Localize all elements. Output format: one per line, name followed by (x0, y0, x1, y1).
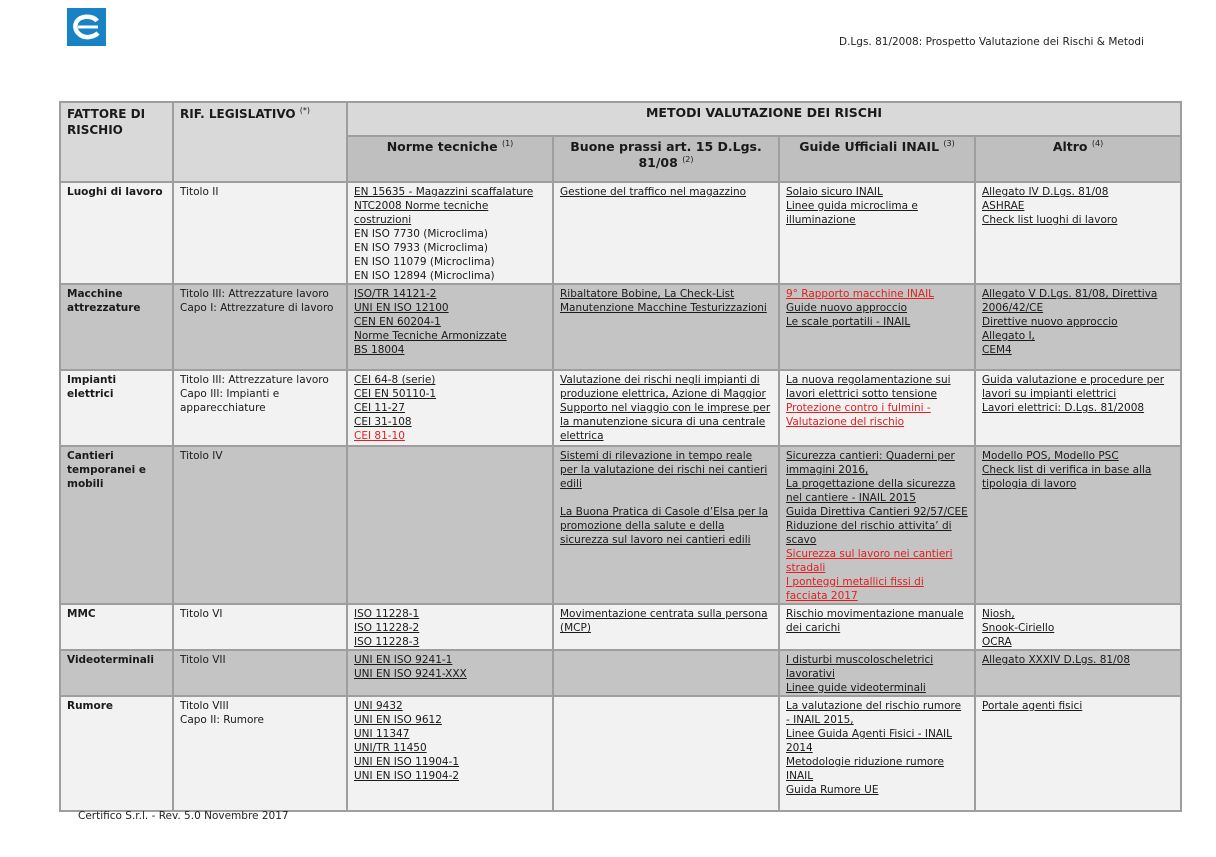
legislation-cell (173, 650, 347, 696)
risk-factor-cell: Impianti elettrici (60, 370, 173, 446)
reference-link[interactable]: I disturbi muscoloscheletrici lavorativi (786, 654, 934, 680)
reference-link[interactable]: Lavori elettrici: D.Lgs. 81/2008 (982, 402, 1145, 414)
reference-link[interactable]: UNI/TR 11450 (354, 742, 427, 754)
norme-cell (347, 696, 553, 811)
reference-link[interactable]: Linee Guida Agenti Fisici - INAIL 2014 (786, 728, 952, 754)
reference-link[interactable]: Snook-Ciriello (982, 622, 1055, 634)
reference-link[interactable]: Allegato XXXIV D.Lgs. 81/08 (982, 654, 1130, 666)
reference-link[interactable]: Metodologie riduzione rumore INAIL (786, 756, 944, 782)
reference-link[interactable]: Protezione contro i fulmini - Valutazione del rischio (786, 402, 931, 428)
reference-link[interactable]: CEI 64-8 (serie) (354, 374, 436, 386)
buone-cell (553, 446, 779, 604)
reference-link[interactable]: I ponteggi metallici fissi di facciata 2017 (786, 576, 924, 602)
header-factor: FATTORE DI RISCHIO (60, 102, 173, 182)
reference-link[interactable]: Rischio movimentazione manuale dei carichi (786, 608, 964, 634)
legislation-cell (173, 604, 347, 650)
guide-cell (779, 284, 975, 370)
reference-link[interactable]: La Buona Pratica di Casole d’Elsa per la promozione della salute e della sicurezza sul lavoro nei cantieri edili (560, 506, 769, 546)
risk-factor-cell: Luoghi di lavoro (60, 182, 173, 284)
risk-methods-table (59, 101, 1182, 812)
norme-cell (347, 370, 553, 446)
legislation-text: Capo III: Impianti e apparecchiature (180, 388, 280, 414)
altro-cell (975, 284, 1181, 370)
buone-cell (553, 182, 779, 284)
reference-link[interactable]: ISO 11228-3 (354, 636, 420, 648)
table-row-mmc (60, 604, 1181, 650)
altro-cell (975, 446, 1181, 604)
reference-link[interactable]: Sicurezza cantieri: Quaderni per immagini 2016, (786, 450, 955, 476)
legislation-cell (173, 370, 347, 446)
legislation-cell (173, 446, 347, 604)
reference-link[interactable]: CEI 81-10 (354, 430, 405, 442)
header-legislation: RIF. LEGISLATIVO (*) (173, 102, 347, 182)
reference-link[interactable]: UNI 11347 (354, 728, 410, 740)
legislation-text: Capo I: Attrezzature di lavoro (180, 302, 334, 314)
norme-cell (347, 284, 553, 370)
reference-link[interactable]: Guida Direttiva Cantieri 92/57/CEE (786, 506, 968, 518)
altro-cell (975, 182, 1181, 284)
legislation-text: Titolo IV (180, 450, 223, 462)
header-good-practices: Buone prassi art. 15 D.Lgs. 81/08 $^{(2)}$ (553, 136, 779, 182)
reference-link[interactable]: Movimentazione centrata sulla persona (MCP) (560, 608, 768, 634)
reference-link[interactable]: CEN EN 60204-1 (354, 316, 441, 328)
reference-link[interactable]: Le scale portatili - INAIL (786, 316, 911, 328)
guide-cell (779, 650, 975, 696)
guide-cell (779, 446, 975, 604)
guide-cell (779, 370, 975, 446)
reference-link[interactable]: CEM4 (982, 344, 1012, 356)
reference-link[interactable]: NTC2008 Norme tecniche costruzioni (354, 200, 489, 226)
norme-cell (347, 446, 553, 604)
footer-revision: Certifico S.r.l. - Rev. 5.0 Novembre 2017 (78, 810, 289, 822)
legislation-text: Titolo III: Attrezzature lavoro (180, 288, 329, 300)
reference-link[interactable]: Valutazione dei rischi negli impianti di produzione elettrica, Azione di Maggior Supporto nel viaggio con le imprese per la manutenzione sicura di una centrale elettrica (560, 374, 771, 442)
reference-link[interactable]: Allegato IV D.Lgs. 81/08 (982, 186, 1109, 198)
reference-link[interactable]: Linee guida microclima e illuminazione (786, 200, 918, 226)
reference-link[interactable]: Sicurezza sul lavoro nei cantieri stradali (786, 548, 953, 574)
norme-cell (347, 650, 553, 696)
reference-link[interactable]: Check list luoghi di lavoro (982, 214, 1118, 226)
legislation-text: Titolo VIII (180, 700, 229, 712)
reference-link[interactable]: Niosh, (982, 608, 1015, 620)
buone-cell (553, 370, 779, 446)
reference-link[interactable]: UNI EN ISO 9241-1 (354, 654, 453, 666)
legislation-text: Titolo VII (180, 654, 226, 666)
reference-link[interactable]: 9° Rapporto macchine INAIL (786, 288, 935, 300)
reference-link[interactable]: Sistemi di rilevazione in tempo reale per la valutazione dei rischi nei cantieri edili (560, 450, 768, 490)
reference-link[interactable]: ISO/TR 14121-2 (354, 288, 437, 300)
reference-link[interactable]: Guida valutazione e procedure per lavori su impianti elettrici (982, 374, 1165, 400)
legislation-cell (173, 284, 347, 370)
risk-factor-cell: Macchine attrezzature (60, 284, 173, 370)
legislation-text: Titolo VI (180, 608, 223, 620)
buone-cell (553, 696, 779, 811)
reference-link[interactable]: UNI EN ISO 12100 (354, 302, 449, 314)
certifico-logo (67, 8, 106, 46)
reference-link[interactable]: Norme Tecniche Armonizzate (354, 330, 507, 342)
norme-cell (347, 182, 553, 284)
guide-cell (779, 604, 975, 650)
table-row-rumore (60, 696, 1181, 811)
table-row-luoghi-di-lavoro (60, 182, 1181, 284)
reference-link[interactable]: Ribaltatore Bobine, La Check-List (560, 288, 735, 300)
reference-link[interactable]: Check list di verifica in base alla tipologia di lavoro (982, 464, 1152, 490)
reference-link[interactable]: UNI EN ISO 9241-XXX (354, 668, 467, 680)
header-other: Altro $^{(4)}$ (975, 136, 1181, 182)
reference-link[interactable]: Manutenzione Macchine Testurizzazioni (560, 302, 767, 314)
table-row-macchine-attrezzature (60, 284, 1181, 370)
altro-cell (975, 650, 1181, 696)
reference-link[interactable]: Solaio sicuro INAIL (786, 186, 883, 198)
reference-link[interactable]: CEI 11-27 (354, 402, 405, 414)
buone-cell (553, 284, 779, 370)
table-row-videoterminali (60, 650, 1181, 696)
risk-factor-cell: Rumore (60, 696, 173, 811)
buone-cell (553, 604, 779, 650)
reference-text: EN ISO 7730 (Microclima) (354, 228, 488, 240)
spacer (560, 491, 772, 505)
reference-link[interactable]: La nuova regolamentazione sui lavori elettrici sotto tensione (786, 374, 951, 400)
reference-link[interactable]: UNI EN ISO 11904-2 (354, 770, 460, 782)
buone-cell (553, 650, 779, 696)
reference-link[interactable]: Gestione del traffico nel magazzino (560, 186, 747, 198)
reference-link[interactable]: ISO 11228-2 (354, 622, 420, 634)
reference-link[interactable]: Portale agenti fisici (982, 700, 1083, 712)
guide-cell (779, 182, 975, 284)
reference-link[interactable]: CEI EN 50110-1 (354, 388, 437, 400)
table-row-impianti-elettrici (60, 370, 1181, 446)
reference-link[interactable]: Modello POS, Modello PSC (982, 450, 1119, 462)
reference-link[interactable]: La progettazione della sicurezza nel cantiere - INAIL 2015 (786, 478, 956, 504)
reference-link[interactable]: EN 15635 - Magazzini scaffalature (354, 186, 534, 198)
legislation-cell (173, 696, 347, 811)
legislation-text: Titolo II (180, 186, 219, 198)
reference-link[interactable]: Allegato I, (982, 330, 1035, 342)
reference-link[interactable]: Guide nuovo approccio (786, 302, 908, 314)
reference-link[interactable]: Linee guide videoterminali (786, 682, 926, 694)
reference-text: EN ISO 7933 (Microclima) (354, 242, 488, 254)
reference-link[interactable]: BS 18004 (354, 344, 405, 356)
norme-cell (347, 604, 553, 650)
reference-link[interactable]: UNI EN ISO 9612 (354, 714, 442, 726)
reference-link[interactable]: UNI EN ISO 11904-1 (354, 756, 460, 768)
table-row-cantieri-temporanei-e-mobili (60, 446, 1181, 604)
legislation-text: Titolo III: Attrezzature lavoro (180, 374, 329, 386)
reference-text: EN ISO 12894 (Microclima) (354, 270, 495, 282)
reference-link[interactable]: Riduzione del rischio attivita’ di scavo (786, 520, 952, 546)
reference-link[interactable]: ASHRAE (982, 200, 1025, 212)
reference-text: EN ISO 11079 (Microclima) (354, 256, 495, 268)
header-inail-guides: Guide Ufficiali INAIL $^{(3)}$ (779, 136, 975, 182)
header-methods: METODI VALUTAZIONE DEI RISCHI (347, 102, 1181, 136)
document-title: D.Lgs. 81/2008: Prospetto Valutazione dei Rischi & Metodi (839, 36, 1144, 48)
reference-link[interactable]: Allegato V D.Lgs. 81/08, Direttiva 2006/42/CE (982, 288, 1158, 314)
reference-link[interactable]: CEI 31-108 (354, 416, 412, 428)
reference-link[interactable]: La valutazione del rischio rumore - INAIL 2015, (786, 700, 962, 726)
risk-factor-cell: MMC (60, 604, 173, 650)
reference-link[interactable]: UNI 9432 (354, 700, 403, 712)
legislation-text: Capo II: Rumore (180, 714, 264, 726)
legislation-cell (173, 182, 347, 284)
reference-link[interactable]: ISO 11228-1 (354, 608, 420, 620)
risk-factor-cell: Cantieri temporanei e mobili (60, 446, 173, 604)
altro-cell (975, 370, 1181, 446)
reference-link[interactable]: OCRA (982, 636, 1012, 648)
reference-link[interactable]: Guida Rumore UE (786, 784, 879, 796)
reference-link[interactable]: Direttive nuovo approccio (982, 316, 1118, 328)
altro-cell (975, 696, 1181, 811)
header-technical-norms: Norme tecniche $^{(1)}$ (347, 136, 553, 182)
guide-cell (779, 696, 975, 811)
altro-cell (975, 604, 1181, 650)
risk-factor-cell: Videoterminali (60, 650, 173, 696)
